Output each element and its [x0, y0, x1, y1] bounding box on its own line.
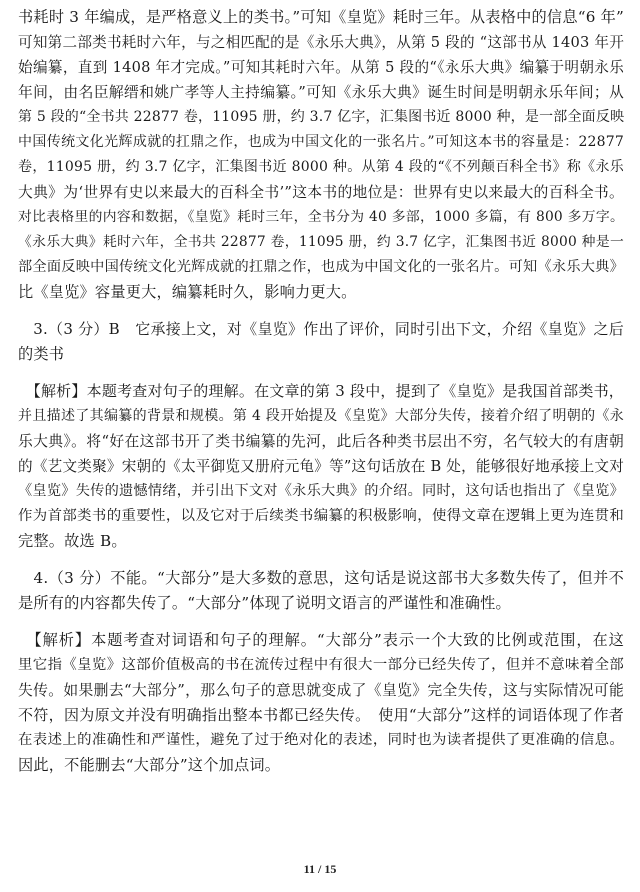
text-line: 作为首部类书的重要性，以及它对于后续类书编纂的积极影响，使得文章在逻辑上更为连贯和 [18, 508, 624, 524]
text-line: 里它指《皇览》这部价值极高的书在流传过程中有很大一部分已经失传了，但并不意味着全部 [18, 657, 624, 673]
text-line: 的《艺文类聚》宋朝的《太平御览又册府元龟》等”这句话放在 B 处，能够很好地承接上文对 [18, 458, 624, 475]
text-line: 【解析】本题考查对句子的理解。在文章的第 3 段中，提到了《皇览》是我国首部类书， [18, 382, 624, 400]
answer-2-continuation [18, 5, 624, 305]
answer-3 [18, 317, 624, 367]
text-line: 《永乐大典》耗时六年，全书共 22877 卷，11095 册，约 3.7 亿字，汇集图书近 8000 种是一 [18, 234, 624, 250]
text-line: 是所有的内容都失传了。“大部分”体现了说明文语言的严谨性和准确性。 [18, 594, 511, 612]
text-line: 年间，由名臣解缙和姚广孝等人主持编纂。”可知《永乐大典》诞生时间是明朝永乐年间；从 [18, 84, 624, 101]
text-line: 并且描述了其编纂的背景和规模。第 4 段开始提及《皇览》大部分失传，接着介绍了明朝的《永 [18, 408, 624, 424]
text-line: 卷，11095 册，约 3.7 亿字，汇集图书近 8000 种。从第 4 段的“《不列颠百科全书》称《永乐 [18, 159, 624, 175]
text-line: 的类书 [18, 345, 65, 363]
text-line: 部全面反映中国传统文化光辉成就的扛鼎之作，也成为中国文化的一张名片。可知《永乐大典》 [18, 259, 624, 275]
text-line: 书耗时 3 年编成，是严格意义上的类书。”可知《皇览》耗时三年。从表格中的信息“6 年” [18, 8, 624, 26]
text-line: 第 5 段的“全书共 22877 卷，11095 册，约 3.7 亿字，汇集图书近 8000 种，是一部全面反映 [18, 109, 625, 125]
text-line: 可知第二部类书耗时六年，与之相匹配的是《永乐大典》，从第 5 段的 “这部书从 1403 年开 [18, 34, 624, 51]
text-line: 大典》为‘世界有史以来最大的百科全书’”这本书的地位是：世界有史以来最大的百科全书。 [18, 184, 624, 201]
text-line: 完整。故选 B。 [18, 532, 127, 550]
text-line: 不符，因为原文并没有明确指出整本书都已经失传。 使用“大部分”这样的词语体现了作者 [18, 706, 624, 724]
text-line: 《皇览》失传的遗憾情绪，并引出下文对《永乐大典》的介绍。同时，这句话也指出了《皇览》 [18, 483, 624, 499]
text-line: 失传。如果删去“大部分”，那么句子的意思就变成了《皇览》完全失传，这与实际情况可能 [18, 682, 624, 699]
text-line: 对比表格里的内容和数据，《皇览》耗时三年，全书分为 40 多部，1000 多篇，有 800 多万字。 [18, 209, 624, 225]
text-line: 3.（3 分）B 它承接上文，对《皇览》作出了评价，同时引出下文，介绍《皇览》之后 [18, 320, 624, 338]
text-line: 乐大典》。将“好在这部书开了类书编纂的先河，此后各种类书层出不穷，名气较大的有唐朝 [18, 433, 624, 450]
text-line: 比《皇览》容量更大，编纂耗时久，影响力更大。 [18, 283, 357, 301]
page-number: 11 / 15 [303, 862, 337, 876]
text-line: 【解析】本题考查对词语和句子的理解。“大部分”表示一个大致的比例或范围，在这 [18, 631, 624, 649]
analysis-4 [18, 628, 624, 778]
page-body [18, 5, 624, 778]
text-line: 中国传统文化光辉成就的扛鼎之作，也成为中国文化的一张名片。”可知这本书的容量是：22877 [18, 134, 624, 150]
text-line: 始编纂，直到 1408 年才完成。”可知其耗时六年。从第 5 段的“《永乐大典》编纂于明朝永乐 [18, 59, 624, 76]
analysis-3 [18, 379, 624, 554]
text-line: 因此，不能删去“大部分”这个加点词。 [18, 756, 281, 774]
answer-4 [18, 566, 624, 616]
text-line: 4.（3 分）不能。“大部分”是大多数的意思，这句话是说这部书大多数失传了，但并不 [18, 569, 624, 587]
text-line: 在表述上的准确性和严谨性，避免了过于绝对化的表述，同时也为读者提供了更准确的信息。 [18, 732, 624, 748]
